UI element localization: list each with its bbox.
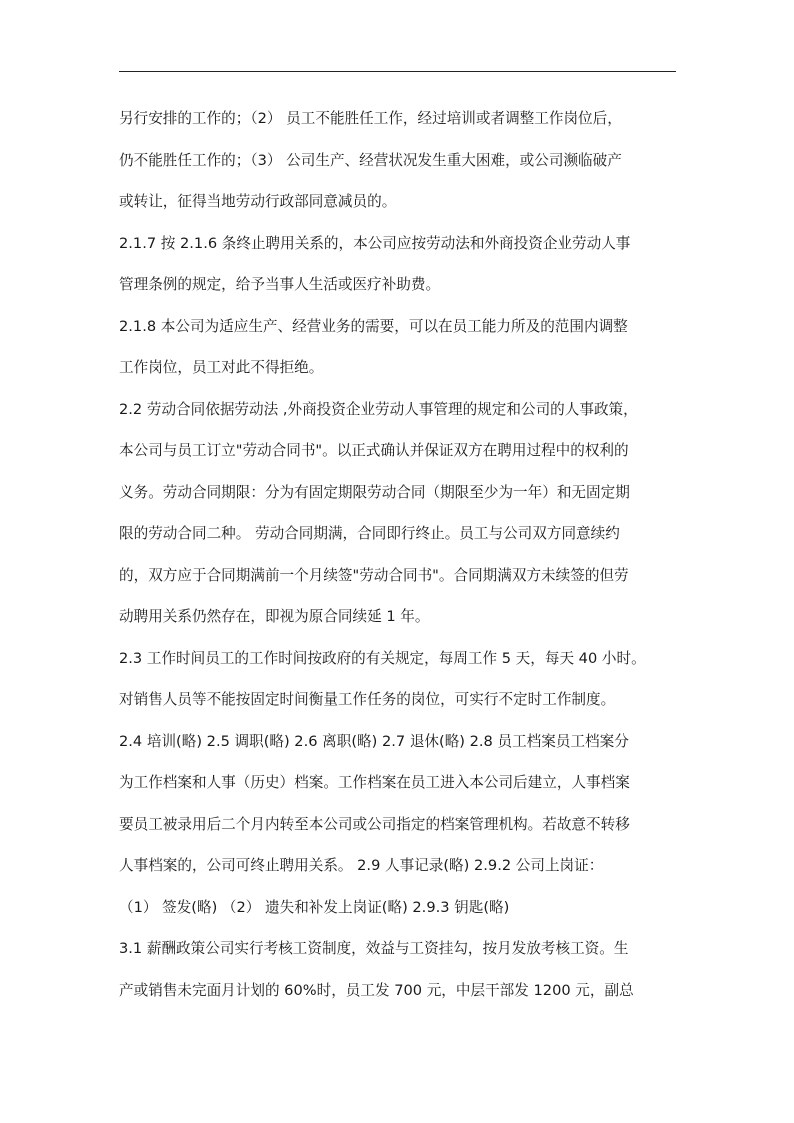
text-line: 2.1.7 按 2.1.6 条终止聘用关系的，本公司应按劳动法和外商投资企业劳动人事 [119, 234, 631, 252]
text-line: 本公司与员工订立"劳动合同书"。以正式确认并保证双方在聘用过程中的权利的 [119, 442, 629, 459]
text-line: 2.3 工作时间员工的工作时间按政府的有关规定，每周工作 5 天，每天 40 小时。 [119, 649, 646, 667]
text-line: 管理条例的规定，给予当事人生活或医疗补助费。 [119, 276, 441, 293]
text-line: 另行安排的工作的；（2） 员工不能胜任工作，经过培训或者调整工作岗位后， [119, 110, 622, 127]
text-line: 3.1 薪酬政策公司实行考核工资制度，效益与工资挂勾，按月发放考核工资。生 [119, 940, 629, 957]
text-line: 或转让，征得当地劳动行政部同意减员的。 [119, 193, 397, 210]
text-line: 2.4 培训(略) 2.5 调职(略) 2.6 离职(略) 2.7 退休(略) 2.8 员工档案员工档案分 [119, 732, 629, 750]
text-line: 限的劳动合同二种。 劳动合同期满，合同即行终止。员工与公司双方同意续约 [119, 525, 620, 542]
text-line: 的，双方应于合同期满前一个月续签"劳动合同书"。合同期满双方未续签的但劳 [119, 566, 629, 584]
header-rule [119, 71, 676, 72]
text-line: 2.1.8 本公司为适应生产、经营业务的需要，可以在员工能力所及的范围内调整 [119, 317, 628, 335]
text-line: 2.2 劳动合同依据劳动法 ,外商投资企业劳动人事管理的规定和公司的人事政策， [119, 400, 638, 418]
text-line: 产或销售未完面月计划的 60%时，员工发 700 元，中层干部发 1200 元，副总 [119, 981, 634, 999]
text-line: 动聘用关系仍然存在，即视为原合同续延 1 年。 [119, 608, 430, 625]
text-line: 工作岗位，员工对此不得拒绝。 [119, 359, 324, 376]
text-line: 义务。劳动合同期限：分为有固定期限劳动合同（期限至少为一年）和无固定期 [119, 483, 630, 501]
text-line: 要员工被录用后二个月内转至本公司或公司指定的档案管理机构。若故意不转移 [119, 815, 630, 833]
text-line: 为工作档案和人事（历史）档案。工作档案在员工进入本公司后建立，人事档案 [119, 774, 630, 791]
document-body [119, 103, 679, 1016]
text-line: （1） 签发(略) （2） 遗失和补发上岗证(略) 2.9.3 钥匙(略) [119, 898, 510, 916]
text-line: 人事档案的，公司可终止聘用关系。 2.9 人事记录(略) 2.9.2 公司上岗证： [119, 857, 604, 874]
text-line: 对销售人员等不能按固定时间衡量工作任务的岗位，可实行不定时工作制度。 [119, 691, 616, 708]
text-line: 仍不能胜任工作的；（3） 公司生产、经营状况发生重大困难，或公司濒临破产 [119, 151, 622, 169]
